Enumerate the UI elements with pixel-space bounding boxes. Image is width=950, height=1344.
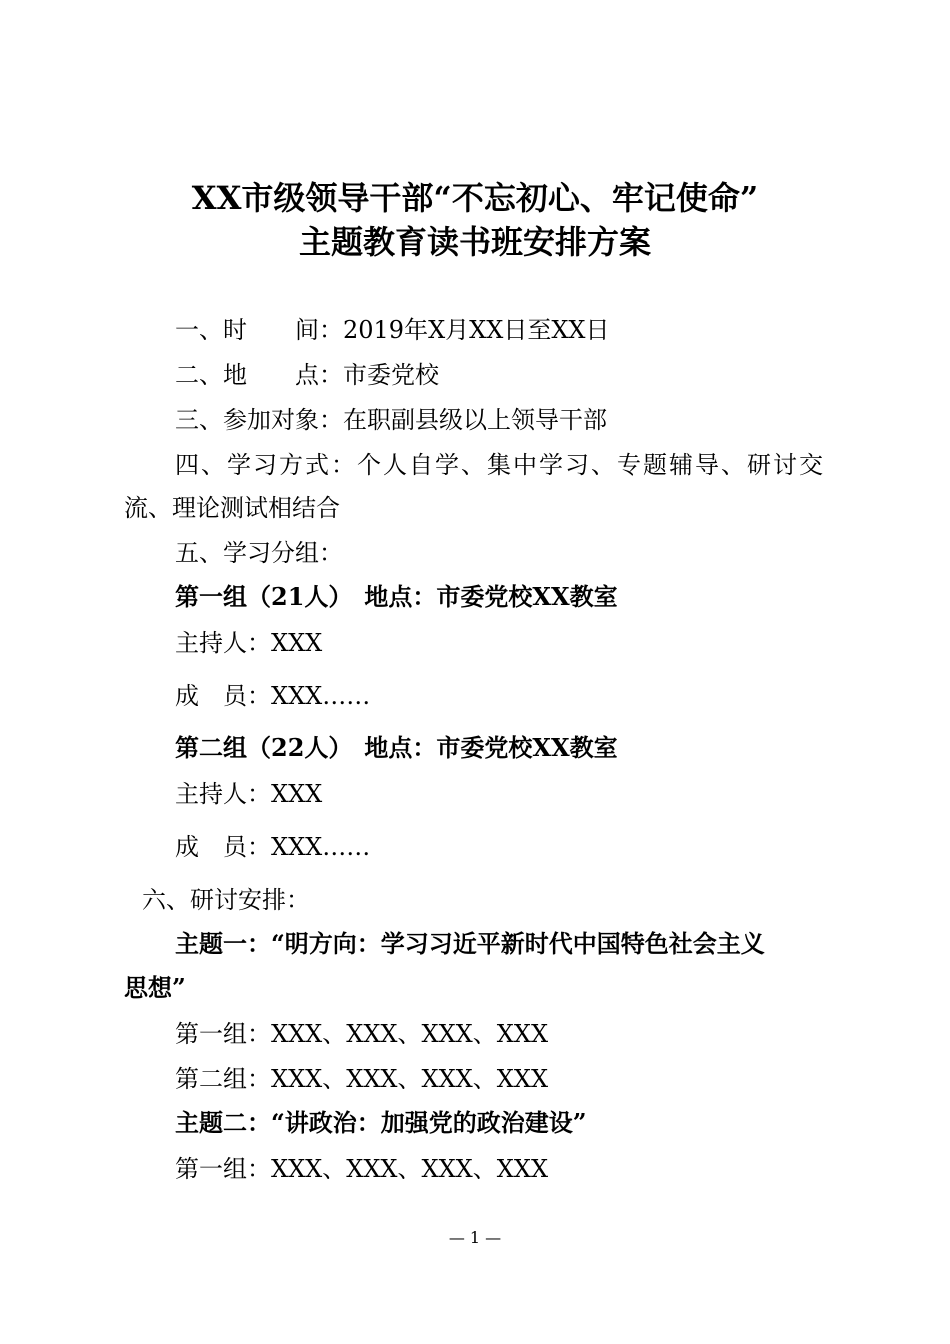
group-label: 五、学习分组：: [175, 539, 343, 567]
group-1-members: 成 员：XXX……: [175, 682, 371, 710]
group-1-heading: 第一组（21人） 地点：市委党校XX教室: [175, 582, 618, 611]
discussion-label: 六、研讨安排：: [142, 886, 310, 914]
group-2-heading: 第二组（22人） 地点：市委党校XX教室: [175, 733, 618, 762]
topic-1-line-1: 主题一：“明方向：学习习近平新时代中国特色社会主义: [175, 929, 765, 958]
title-line-1: XX市级领导干部“不忘初心、牢记使命”: [191, 179, 759, 217]
place-value: 市委党校: [343, 361, 439, 389]
place-label: 二、地 点：: [175, 361, 343, 389]
title-line-2: 主题教育读书班安排方案: [298, 223, 651, 261]
method-value-line-1: 个人自学、集中学习、专题辅导、研讨交: [357, 451, 825, 479]
time-value: 2019年X月XX日至XX日: [343, 316, 610, 344]
group-2-host: 主持人：XXX: [175, 780, 323, 808]
topic-1-group-1: 第一组：XXX、XXX、XXX、XXX: [175, 1020, 549, 1048]
topic-2-heading: 主题二：“讲政治：加强党的政治建设”: [175, 1108, 587, 1137]
method-row: [175, 450, 825, 480]
time-label: 一、时 间：: [175, 316, 343, 344]
topic-2-group-1: 第一组：XXX、XXX、XXX、XXX: [175, 1155, 549, 1183]
target-label: 三、参加对象：: [175, 406, 343, 434]
group-1-host: 主持人：XXX: [175, 629, 323, 657]
topic-1-line-2: 思想”: [124, 973, 186, 1002]
page-number: — 1 —: [448, 1228, 502, 1247]
target-value: 在职副县级以上领导干部: [343, 406, 607, 434]
time-row: [175, 315, 610, 345]
target-row: [175, 405, 607, 435]
place-row: [175, 360, 439, 390]
group-2-members: 成 员：XXX……: [175, 833, 371, 861]
method-value-line-2: 流、理论测试相结合: [124, 494, 340, 522]
method-label: 四、学习方式：: [175, 451, 357, 479]
topic-1-group-2: 第二组：XXX、XXX、XXX、XXX: [175, 1065, 549, 1093]
